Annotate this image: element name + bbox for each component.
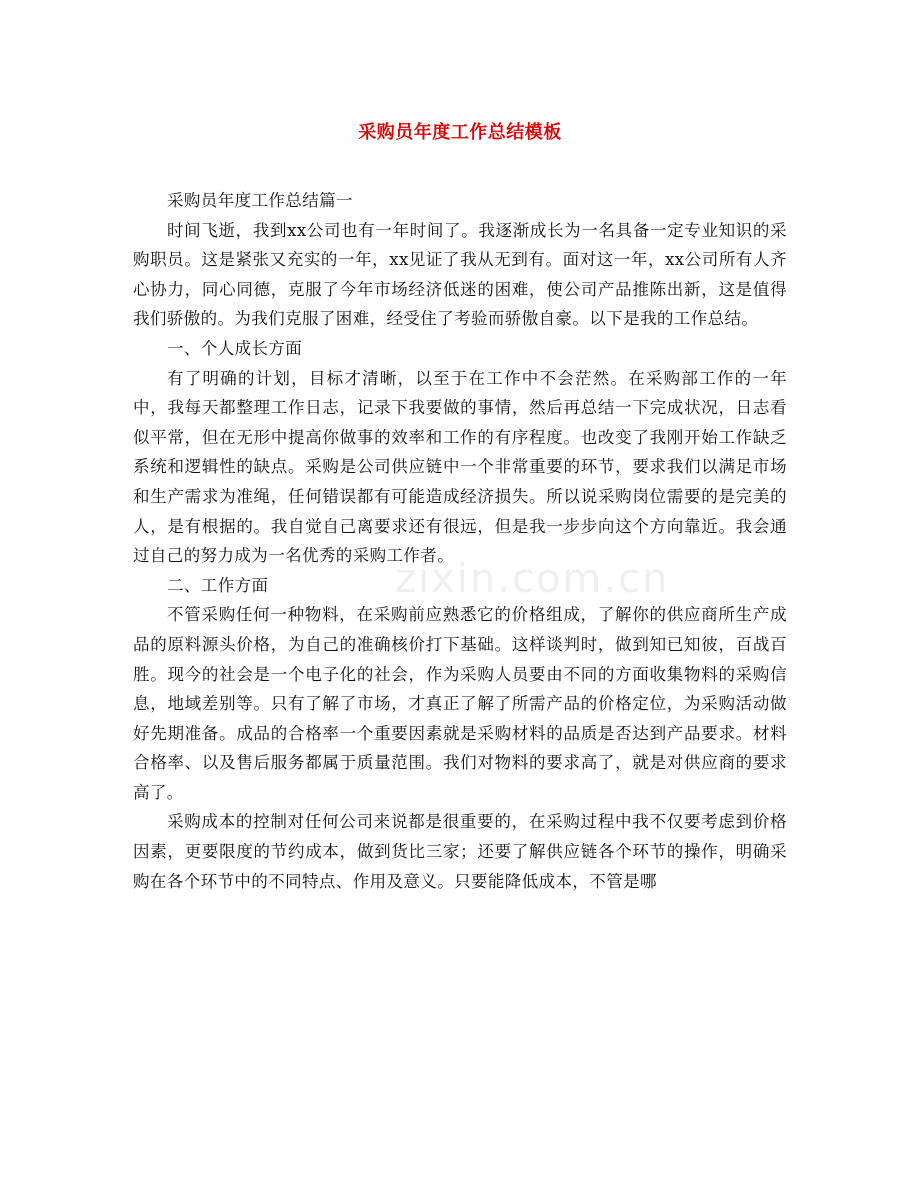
watermark: zixin.com.cn (395, 556, 670, 602)
cost-control-paragraph: 采购成本的控制对任何公司来说都是很重要的，在采购过程中我不仅要考虑到价格因素，更要限度的节约成本，做到货比三家；还要了解供应链各个环节的操作，明确采购在各个环节中的不同特点、作用及意义。只要能降低成本，不管是哪 (133, 812, 787, 891)
intro-paragraph: 时间飞逝，我到xx公司也有一年时间了。我逐渐成长为一名具备一定专业知识的采购职员。这是紧张又充实的一年，xx见证了我从无到有。面对这一年，xx公司所有人齐心协力，同心同德，克服了今年市场经济低迷的困难，使公司产品推陈出新，这是值得我们骄傲的。为我们克服了困难，经受住了考验而骄傲自豪。以下是我的工作总结。 (133, 220, 787, 329)
section-heading-personal-growth: 一、个人成长方面 (167, 338, 303, 358)
document-body (133, 186, 787, 896)
personal-growth-paragraph: 有了明确的计划，目标才清晰，以至于在工作中不会茫然。在采购部工作的一年中，我每天都整理工作日志，记录下我要做的事情，然后再总结一下完成状况，日志看似平常，但在无形中提高你做事的效率和工作的有序程度。也改变了我刚开始工作缺乏系统和逻辑性的缺点。采购是公司供应链中一个非常重要的环节，要求我们以满足市场和生产需求为准绳，任何错误都有可能造成经济损失。所以说采购岗位需要的是完美的人，是有根据的。我自觉自己离要求还有很远，但是我一步步向这个方向靠近。我会通过自己的努力成为一名优秀的采购工作者。 (133, 368, 787, 566)
document-title: 采购员年度工作总结模板 (358, 122, 562, 143)
section-heading-part-one: 采购员年度工作总结篇一 (167, 191, 353, 210)
work-paragraph: 不管采购任何一种物料，在采购前应熟悉它的价格组成，了解你的供应商所生产成品的原料源头价格，为自己的准确核价打下基础。这样谈判时，做到知已知彼，百战百胜。现今的社会是一个电子化的社会，作为采购人员要由不同的方面收集物料的采购信息，地域差别等。只有了解了市场，才真正了解了所需产品的价格定位，为采购活动做好先期准备。成品的合格率一个重要因素就是采购材料的品质是否达到产品要求。材料合格率、以及售后服务都属于质量范围。我们对物料的要求高了，就是对供应商的要求高了。 (133, 605, 787, 802)
section-heading-work: 二、工作方面 (167, 575, 269, 595)
